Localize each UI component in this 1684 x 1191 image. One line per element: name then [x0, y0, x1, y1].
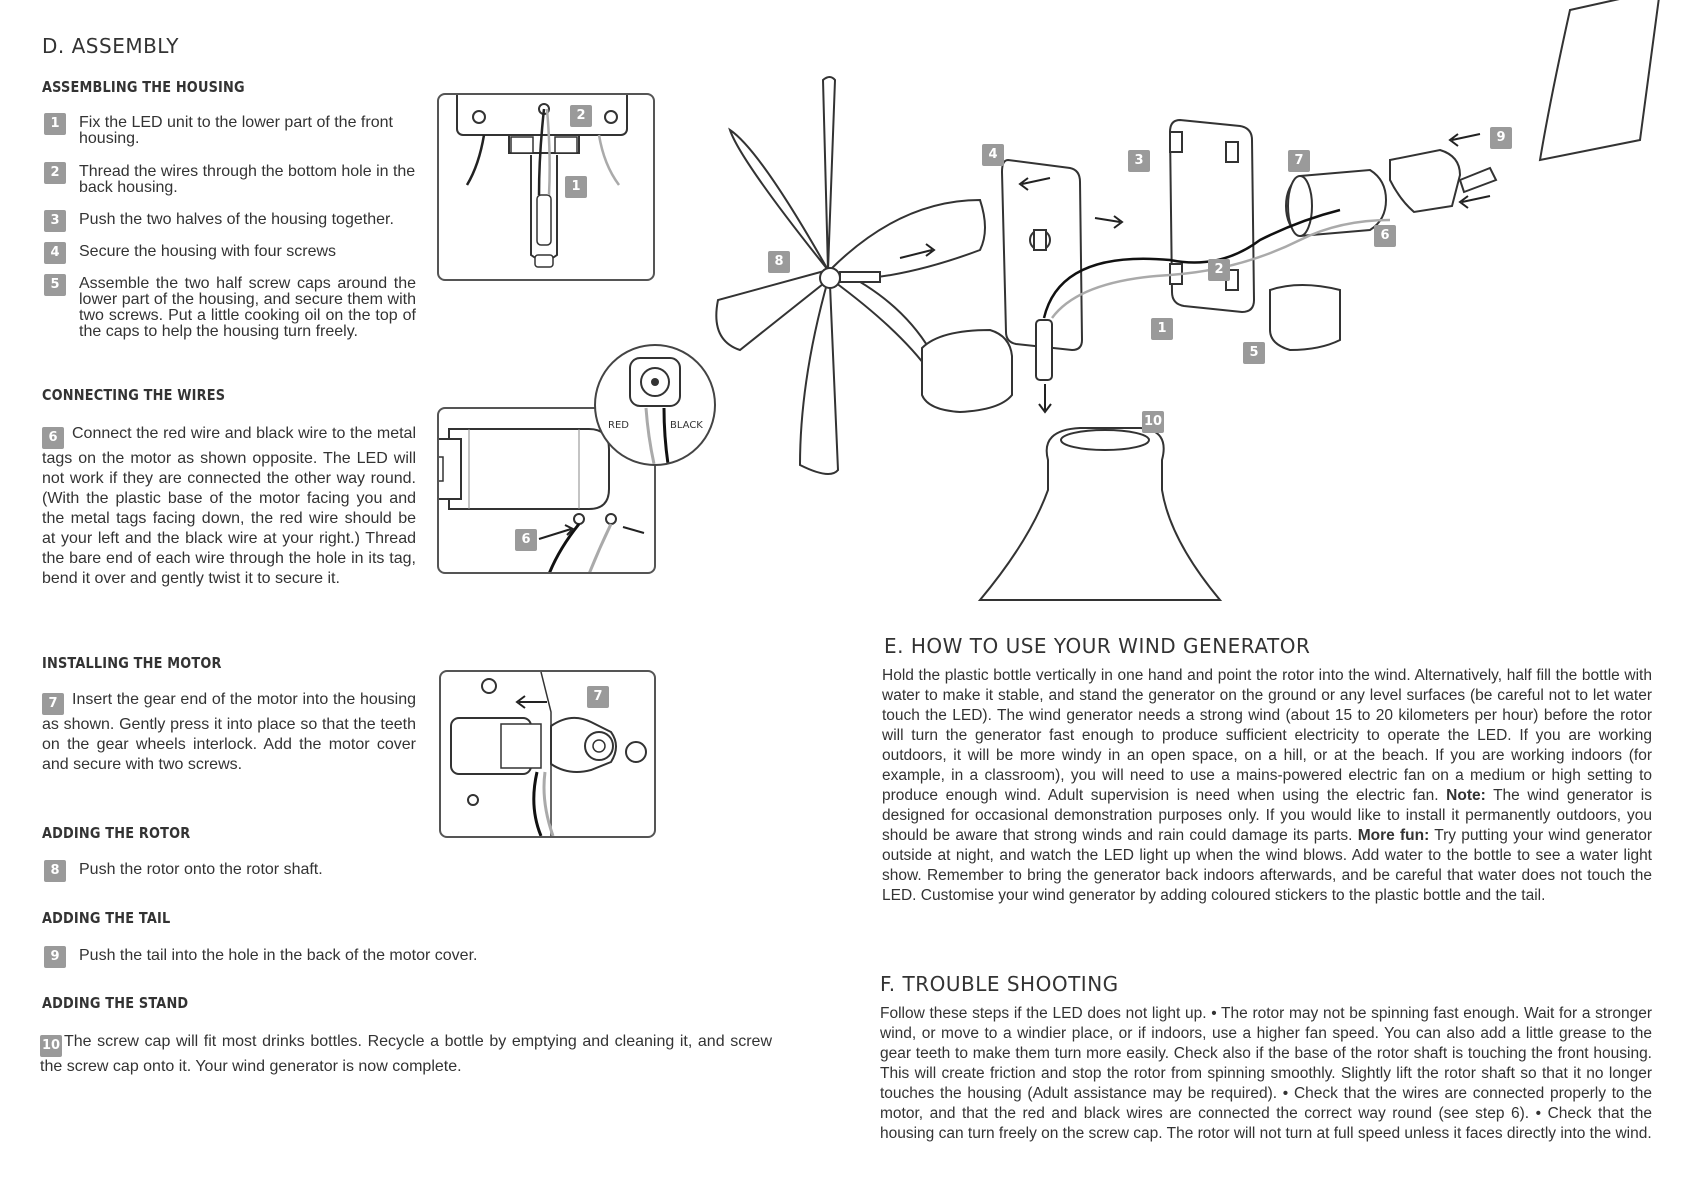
stand-heading: ADDING THE STAND [42, 994, 189, 1012]
wires-paragraph [42, 424, 416, 589]
usage-text-2: The wind generator is designed for occasional demonstration purposes only. If you would like to install it permanently outdoors, you should be aware that strong winds and rain could damage its parts. [882, 787, 1652, 844]
stand-paragraph [40, 1032, 772, 1077]
diagram-badge: 1 [565, 176, 587, 198]
wind-generator-exploded-illustration [700, 0, 1684, 610]
motor-tags-illustration [596, 346, 714, 464]
rotor-heading: ADDING THE ROTOR [42, 824, 191, 842]
motor-install-illustration [441, 672, 654, 836]
diagram-badge: 7 [1288, 150, 1310, 172]
diagram-badge: 8 [768, 251, 790, 273]
motor-inset-diagram [439, 670, 656, 838]
step-text: Thread the wires through the bottom hole in the back housing. [79, 163, 416, 196]
step-badge: 3 [44, 210, 66, 232]
tail-heading: ADDING THE TAIL [42, 909, 171, 927]
step-badge: 2 [44, 162, 66, 184]
black-label: BLACK [670, 420, 703, 431]
step-text: Secure the housing with four screws [79, 243, 337, 260]
assembly-title: D. ASSEMBLY [42, 34, 180, 58]
step-text: Push the two halves of the housing together. [79, 211, 394, 228]
step-badge: 8 [44, 860, 66, 882]
wires-text: Connect the red wire and black wire to the metal tags on the motor as shown opposite. The LED will not work if they are connected the other way round. (With the plastic base of the motor facing you and the metal tags facing down, the red wire should be at your left and the black wire at your right.) Thread the bare end of each wire through the hole in its tag, bend it over and gently twist it to secure it. [42, 425, 416, 587]
wires-zoom-circle [594, 344, 716, 466]
step-badge: 10 [40, 1035, 62, 1057]
trouble-title: F. TROUBLE SHOOTING [880, 972, 1119, 996]
step-text: Push the rotor onto the rotor shaft. [79, 861, 323, 878]
diagram-badge: 6 [1374, 225, 1396, 247]
usage-note-label: Note: [1446, 787, 1486, 804]
diagram-badge: 2 [570, 105, 592, 127]
step-text: Fix the LED unit to the lower part of the front housing. [79, 114, 393, 147]
step-badge: 4 [44, 242, 66, 264]
housing-heading: ASSEMBLING THE HOUSING [42, 78, 245, 96]
usage-text-3: Try putting your wind generator outside at night, and watch the LED light up when the wind blows. Add water to the bottle to see a water light show. Remember to bring the generator back indoors afterwards, and be careful that water does not touch the LED. Customise your wind generator by adding coloured stickers to the plastic bottle and the tail. [882, 827, 1652, 904]
diagram-badge: 7 [587, 686, 609, 708]
diagram-badge: 4 [982, 144, 1004, 166]
wires-heading: CONNECTING THE WIRES [42, 386, 226, 404]
usage-title: E. HOW TO USE YOUR WIND GENERATOR [884, 634, 1311, 658]
red-label: RED [608, 420, 629, 431]
step-text: Push the tail into the hole in the back of the motor cover. [79, 947, 478, 964]
step-badge: 9 [44, 946, 66, 968]
step-text: Assemble the two half screw caps around the lower part of the housing, and secure them with two screws. Put a little cooking oil on the top of the caps to help the housing turn freely. [79, 275, 416, 340]
usage-text-1: Hold the plastic bottle vertically in one hand and point the rotor into the wind. Alternatively, half fill the bottle with water to make it stable, and stand the generator on the ground or any level surfaces (be careful not to let water touch the LED). The wind generator needs a strong wind (about 15 to 20 kilometers per hour) before the rotor will turn the generator fast enough to produce sufficient electricity to operate the LED. If you are working outdoors, it will be more windy in an open space, on a hill, or at the beach. If you are working indoors (for example, in a classroom), you will need to use a mains-powered electric fan on a medium or high setting to produce enough wind. Adult supervision is need when using the electric fan. [882, 667, 1652, 804]
diagram-badge: 2 [1208, 259, 1230, 281]
diagram-badge: 9 [1490, 127, 1512, 149]
diagram-badge: 5 [1243, 342, 1265, 364]
usage-fun-label: More fun: [1357, 827, 1430, 844]
motor-paragraph [42, 690, 416, 775]
motor-text: Insert the gear end of the motor into the housing as shown. Gently press it into place so that the teeth on the gear wheels interlock. Add the motor cover and secure with two screws. [42, 691, 416, 773]
diagram-badge: 1 [1151, 318, 1173, 340]
usage-paragraph [882, 666, 1652, 906]
motor-heading: INSTALLING THE MOTOR [42, 654, 222, 672]
step-badge: 6 [42, 427, 64, 449]
stand-text: The screw cap will fit most drinks bottles. Recycle a bottle by emptying and cleaning it, and screw the screw cap onto it. Your wind generator is now complete. [40, 1033, 772, 1075]
diagram-badge: 10 [1142, 411, 1164, 433]
step-badge: 1 [44, 113, 66, 135]
step-badge: 5 [44, 274, 66, 296]
diagram-badge: 3 [1128, 150, 1150, 172]
trouble-paragraph: Follow these steps if the LED does not light up. • The rotor may not be spinning fast enough. Wait for a stronger wind, or move to a windier place, or if indoors, use a higher fan speed. You can also add a little grease to the gear teeth to make them turn more easily. Check also if the base of the rotor shaft is touching the front housing. This will create friction and stop the rotor from spinning smoothly. Slightly lift the rotor shaft so that it no longer touches the housing (Adult assistance may be required). • Check that the wires are connected properly to the motor, and that the red and black wires are connected the correct way round (see step 6). • Check that the housing can turn freely on the screw cap. The rotor will not turn at full speed unless it faces directly into the wind. [880, 1005, 1652, 1142]
housing-inset-diagram [437, 93, 655, 281]
diagram-badge: 6 [515, 529, 537, 551]
exploded-diagram [700, 0, 1684, 610]
step-badge: 7 [42, 693, 64, 715]
housing-illustration [439, 95, 653, 279]
